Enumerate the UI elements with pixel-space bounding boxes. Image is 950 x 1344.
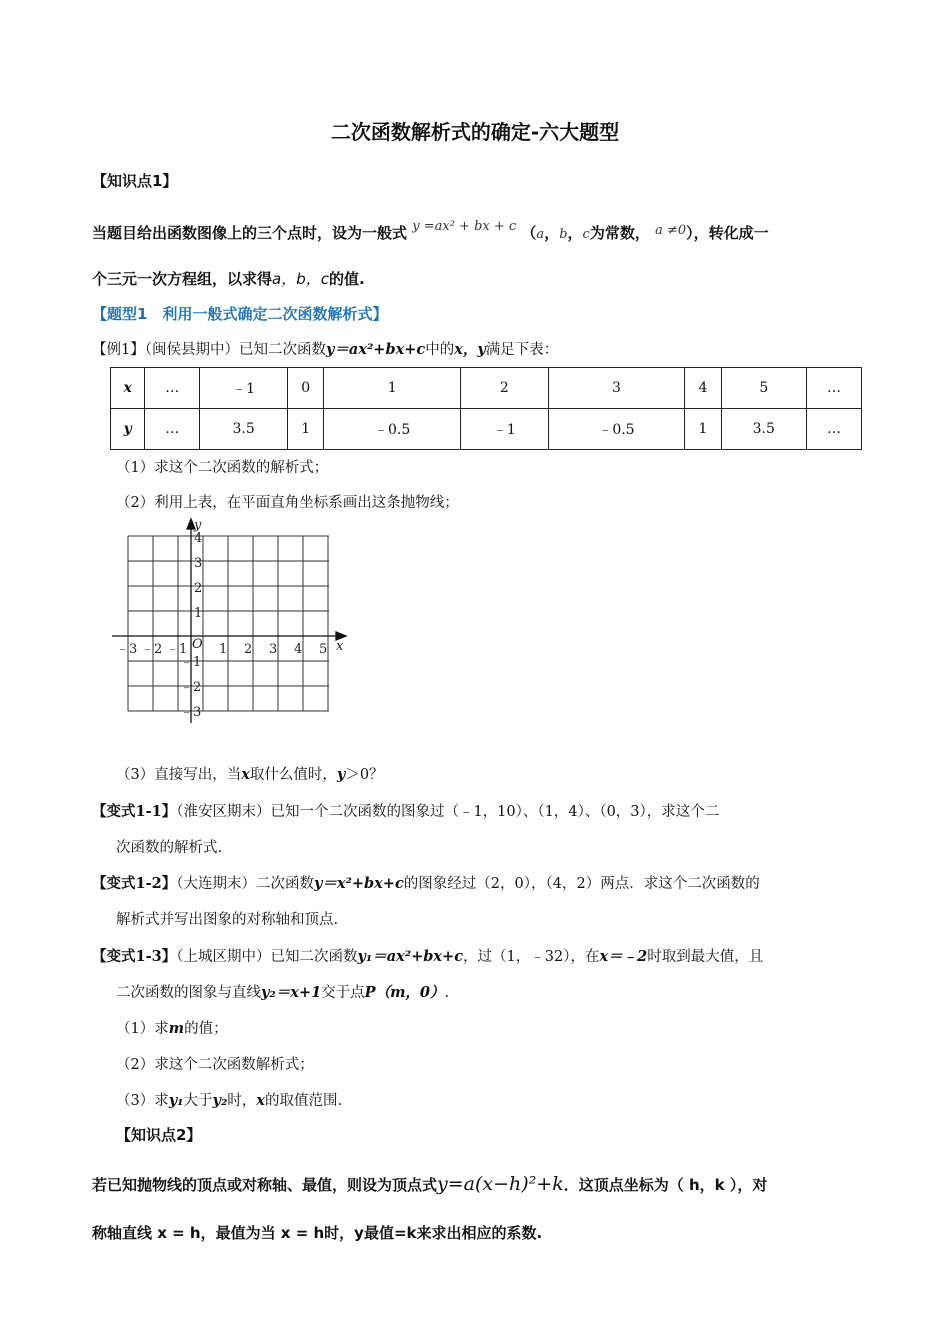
kp1-vars: a，b，c — [272, 270, 329, 288]
table-cell: … — [145, 368, 200, 409]
kp1-text: 当题目给出函数图像上的三个点时，设为一般式 — [92, 224, 408, 242]
table-cell: 2 — [460, 368, 548, 409]
x-tick-label: ﹣3 — [116, 642, 138, 657]
q3-x: x — [241, 766, 250, 783]
knowledge-point-1-label: 【知识点1】 — [92, 172, 178, 190]
q3-text: 时， — [227, 1093, 257, 1109]
kp1-paren: （ — [521, 224, 537, 242]
table-cell: … — [806, 409, 861, 450]
q3-y2: y₂ — [212, 1092, 228, 1109]
x-tick-label: ﹣1 — [166, 642, 188, 657]
example1-stem — [92, 338, 558, 359]
knowledge-point-2-label: 【知识点2】 — [116, 1126, 202, 1144]
table-row-y — [111, 409, 862, 450]
kp1-line-1 — [92, 219, 769, 243]
table-row-x — [111, 368, 862, 409]
q3-text: （3）求 — [116, 1093, 169, 1109]
table-cell: 1 — [324, 368, 461, 409]
q1-text: （1）求 — [116, 1021, 169, 1037]
table-cell: ﹣0.5 — [548, 409, 685, 450]
q1-m: m — [168, 1020, 185, 1037]
q3-text: 取什么值时， — [249, 767, 337, 783]
x-tick-label: 1 — [219, 642, 228, 657]
variant-1-2-label: 【变式1-2】 — [92, 875, 177, 892]
grid-lines — [128, 536, 329, 711]
variant-1-3-text: ，过（1，﹣32），在 — [463, 949, 600, 965]
variant-1-2-line-1 — [92, 872, 760, 893]
kp1-b: b — [559, 227, 568, 242]
table-cell: 3.5 — [200, 409, 288, 450]
coordinate-grid-svg — [108, 515, 368, 725]
kp2-text: 若已知抛物线的顶点或对称轴、最值，则设为顶点式 — [92, 1176, 438, 1194]
x-tick-label: 5 — [319, 642, 328, 657]
kp1-line2-text: 个三元一次方程组，以求得 — [92, 270, 273, 288]
variant-1-1-text: （淮安区期末）已知一个二次函数的图象过（﹣1，10）、（1，4）、（0，3），求这个二 — [176, 804, 720, 820]
x-tick-label: 4 — [294, 642, 303, 657]
example1-label: 【例1】 — [92, 342, 145, 358]
q1-text: 的值； — [184, 1021, 228, 1037]
table-cell: … — [145, 409, 200, 450]
q3-x: x — [256, 1092, 265, 1109]
table-cell: 5 — [721, 368, 806, 409]
variant-1-1-label: 【变式1-1】 — [92, 803, 177, 820]
variant-1-3-text: 时取到最大值，且 — [647, 949, 764, 965]
q3-text: 的取值范围. — [264, 1093, 343, 1109]
q3-text: ＞0？ — [345, 767, 384, 783]
table-cell: 0 — [287, 368, 323, 409]
kp1-general-formula: y =ax² + bx + c — [412, 219, 517, 234]
table-cell: ﹣1 — [200, 368, 288, 409]
variant-1-3-label: 【变式1-3】 — [92, 948, 177, 965]
x-axis-label: x — [336, 639, 344, 654]
table-cell: y — [111, 409, 145, 450]
table-cell: 1 — [685, 409, 721, 450]
kp2-vertex-formula: y=a(x−h)²+k — [437, 1173, 564, 1195]
table-cell: 3 — [548, 368, 685, 409]
example1-mid: 中的 — [425, 342, 455, 358]
variant-1-3-text: . — [444, 985, 450, 1001]
table-cell: ﹣0.5 — [324, 409, 461, 450]
kp1-c: c — [582, 227, 590, 242]
x-tick-label: 2 — [244, 642, 253, 657]
origin-label: O — [192, 637, 203, 652]
table-cell: ﹣1 — [460, 409, 548, 450]
table-cell: 3.5 — [721, 409, 806, 450]
table-cell: 1 — [287, 409, 323, 450]
x-tick-label: 3 — [269, 642, 278, 657]
q3-text: （3）直接写出，当 — [116, 767, 242, 783]
example1-end: 满足下表： — [485, 342, 559, 358]
variant-1-3-q1 — [116, 1017, 228, 1038]
kp1-constant-text: 为常数， — [589, 224, 650, 242]
example1-source: （闽侯县期中）已知二次函数 — [144, 342, 326, 358]
example1-xy: x，y — [454, 341, 486, 358]
y-axis-label: y — [194, 518, 202, 533]
example1-q3 — [116, 763, 384, 784]
variant-1-2-text: 的图象经过（2，0），（4，2）两点．求这个二次函数的 — [403, 876, 760, 892]
y-tick-label: ﹣3 — [180, 705, 202, 720]
axes — [112, 519, 346, 723]
q3-text: 大于 — [183, 1093, 213, 1109]
example1-q2: （2）利用上表，在平面直角坐标系画出这条抛物线； — [116, 495, 459, 511]
y-tick-label: ﹣1 — [180, 655, 202, 670]
y-tick-label: ﹣2 — [180, 680, 202, 695]
coordinate-grid — [108, 515, 368, 729]
page-title: 二次函数解析式的确定-六大题型 — [330, 120, 620, 144]
y-tick-label: 1 — [194, 606, 203, 621]
variant-1-2-line-2: 解析式并写出图象的对称轴和顶点. — [116, 912, 339, 928]
y-tick-label: 2 — [194, 581, 203, 596]
kp1-line-end: ），转化成一 — [686, 224, 769, 242]
variant-1-3-text: 交于点 — [321, 985, 365, 1001]
q3-y1: y₁ — [168, 1092, 184, 1109]
x-tick-label: ﹣2 — [141, 642, 163, 657]
kp1-a: a — [536, 227, 545, 242]
kp2-line-1 — [92, 1173, 767, 1195]
variant-1-3-line: y₂＝x+1 — [261, 984, 322, 1001]
variant-1-1-line-2: 次函数的解析式. — [116, 840, 223, 856]
variant-1-3-text: 二次函数的图象与直线 — [116, 985, 261, 1001]
variant-1-2-function: y＝x²+bx+c — [313, 875, 404, 892]
variant-1-3-condition: x＝﹣2 — [599, 948, 648, 965]
variant-1-3-q2: （2）求这个二次函数解析式； — [116, 1057, 314, 1073]
q3-y: y — [336, 766, 346, 783]
table-cell: 4 — [685, 368, 721, 409]
table-cell: x — [111, 368, 145, 409]
variant-1-3-point: P（m，0） — [364, 984, 445, 1001]
variant-1-3-q3 — [116, 1089, 342, 1110]
kp1-comma: ， — [567, 224, 583, 242]
variant-1-2-text: （大连期末）二次函数 — [176, 876, 314, 892]
table-cell: … — [806, 368, 861, 409]
values-table — [110, 367, 862, 450]
kp2-line-2: 称轴直线 x = h，最值为当 x = h时，y最值=k来求出相应的系数. — [92, 1224, 543, 1242]
kp2-text: ．这顶点坐标为（ h，k ），对 — [563, 1176, 768, 1194]
y-tick-label: 4 — [194, 531, 203, 546]
variant-1-3-line-2 — [116, 981, 449, 1002]
example1-function: y＝ax²+bx+c — [325, 341, 426, 358]
variant-1-3-function: y₁＝ax²+bx+c — [357, 948, 464, 965]
variant-1-1-line-1 — [92, 800, 719, 821]
y-tick-label: 3 — [194, 556, 203, 571]
kp1-comma: ， — [544, 224, 560, 242]
kp1-line-2 — [92, 268, 365, 289]
kp1-line2-end: 的值. — [328, 270, 365, 288]
type1-heading: 【题型1 利用一般式确定二次函数解析式】 — [92, 305, 388, 323]
example1-q1: （1）求这个二次函数的解析式； — [116, 460, 329, 476]
variant-1-3-line-1 — [92, 945, 763, 966]
variant-1-3-text: （上城区期中）已知二次函数 — [176, 949, 358, 965]
kp1-condition: a ≠0 — [655, 223, 687, 238]
